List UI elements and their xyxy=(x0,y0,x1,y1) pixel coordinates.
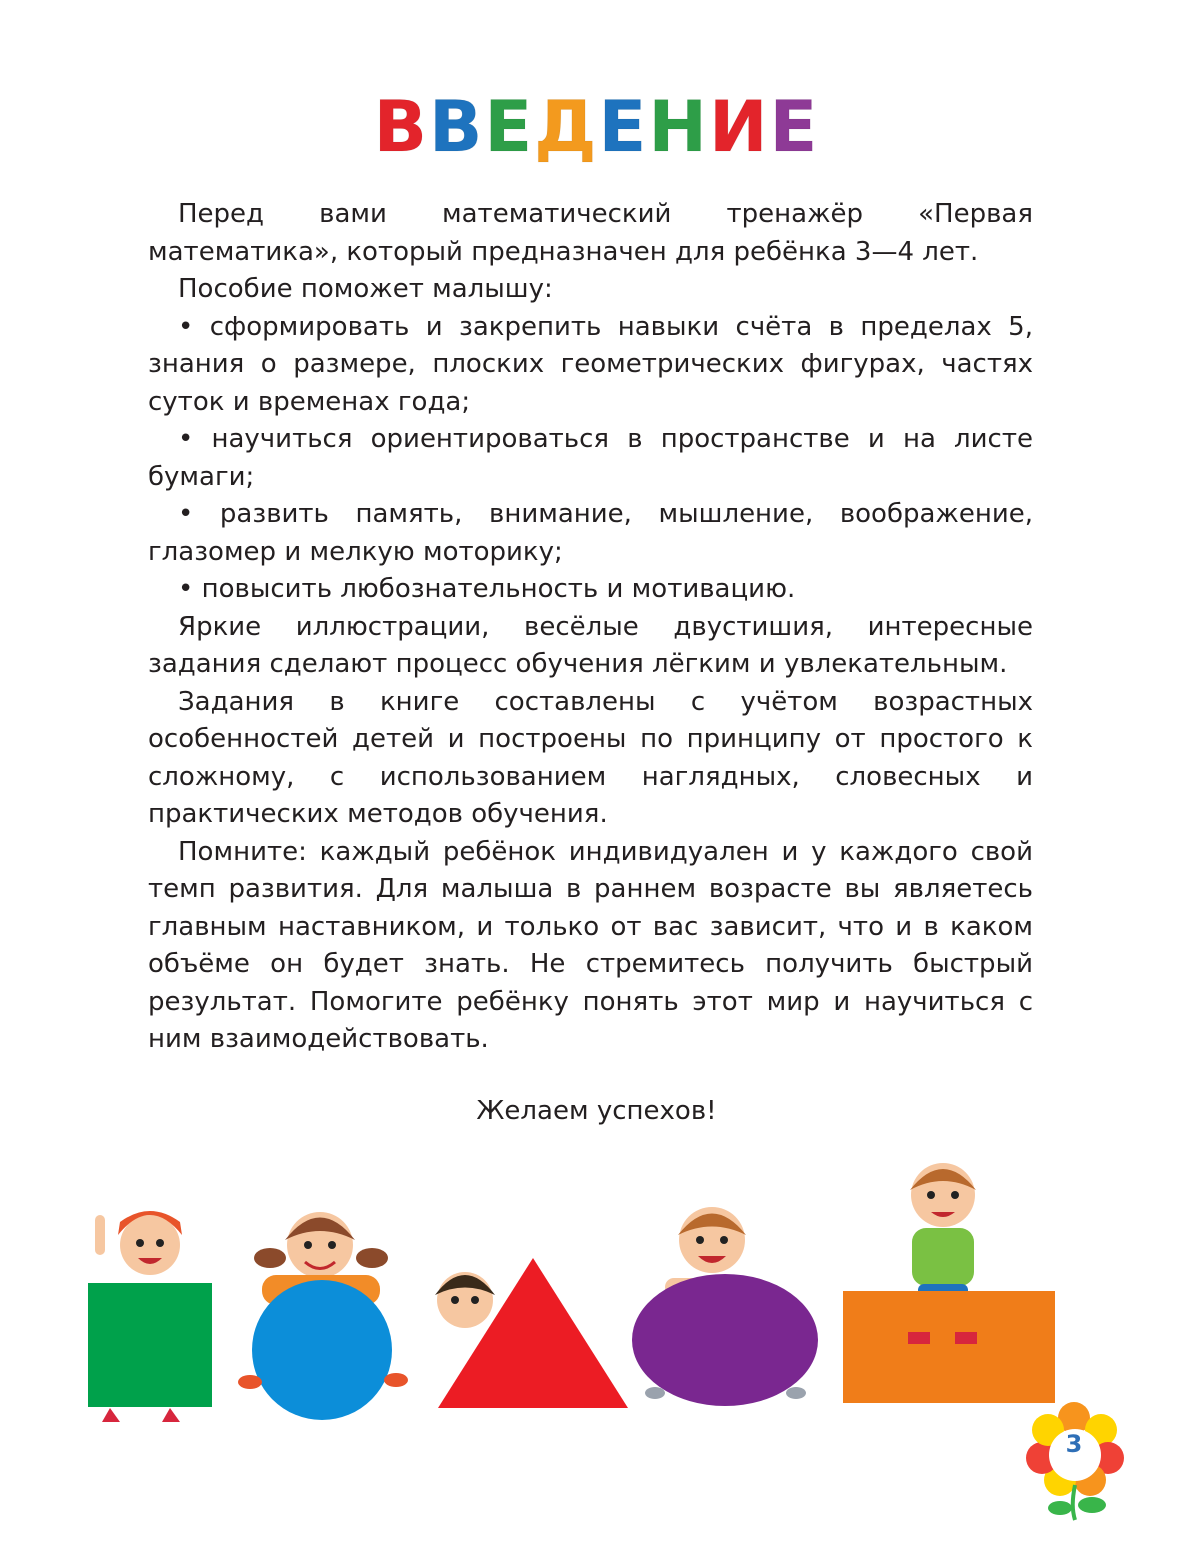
title-letter: Е xyxy=(598,86,649,168)
bullet-orientation: • научиться ориентироваться в пространстве и на листе бумаги; xyxy=(148,424,1033,492)
kid-with-square xyxy=(88,1211,212,1422)
green-square xyxy=(88,1283,212,1407)
paragraph-tasks: Задания в книге составлены с учётом возрастных особенностей детей и построены по принципу от простого к сложному, с использованием наглядных, словесных и практических методов обучения. xyxy=(148,686,1033,829)
title-letter: В xyxy=(428,86,485,168)
purple-ellipse xyxy=(632,1274,818,1406)
bullet-motivation: • повысить любознательность и мотивацию. xyxy=(178,574,796,604)
paragraph-intro: Перед вами математический тренажёр «Первая математика», который предназначен для ребёнка 3—4 лет. xyxy=(148,199,1033,267)
bullet-memory: • развить память, внимание, мышление, воображение, глазомер и мелкую моторику; xyxy=(148,499,1033,567)
title-letter: Е xyxy=(484,86,535,168)
closing-wish: Желаем успехов! xyxy=(476,1096,717,1126)
kid-with-ellipse xyxy=(632,1207,818,1406)
kid-with-triangle xyxy=(435,1258,628,1408)
title-letter: Н xyxy=(648,86,709,168)
page-number: 3 xyxy=(1065,1430,1083,1458)
bullet-counting: • сформировать и закрепить навыки счёта в пределах 5, знания о размере, плоских геометрических фигурах, частях суток и временах года; xyxy=(148,311,1033,417)
paragraph-illustrations: Яркие иллюстрации, весёлые двустишия, интересные задания сделают процесс обучения лёгким и увлекательным. xyxy=(148,611,1033,679)
kid-with-rectangle xyxy=(843,1163,1055,1403)
page-number-flower xyxy=(1026,1402,1124,1520)
title-letter: В xyxy=(373,86,429,168)
kid-with-circle xyxy=(238,1212,408,1420)
title-letter: Д xyxy=(534,86,599,168)
paragraph-remember: Помните: каждый ребёнок индивидуален и у каждого свой темп развития. Для малыша в раннем возрасте вы являетесь главным наставником, и только от вас зависит, что и в каком объёме он будет знать. Не стремитесь получить быстрый результат. Помогите ребёнку понять этот мир и научиться с ним взаимодействовать. xyxy=(148,836,1033,1054)
paragraph-goal-lead: Пособие поможет малышу: xyxy=(178,274,553,304)
title-letter: И xyxy=(708,86,770,168)
orange-rectangle xyxy=(843,1291,1055,1403)
blue-circle xyxy=(252,1280,392,1420)
title-letter: Е xyxy=(769,86,820,168)
